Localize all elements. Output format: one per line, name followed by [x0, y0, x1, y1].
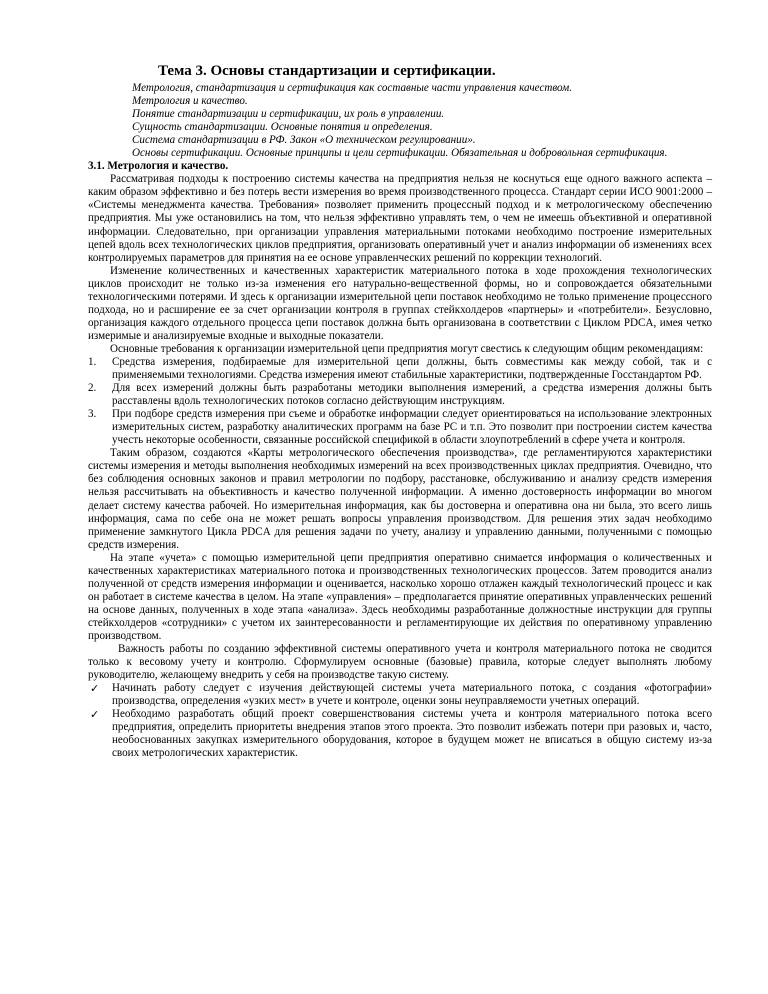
- item-number: 3.: [88, 408, 97, 421]
- topic-item: Метрология и качество.: [132, 95, 248, 108]
- paragraph: Основные требования к организации измерительной цепи предприятия могут свестись к следующим общим рекомендациям:: [110, 342, 704, 355]
- paragraph: Рассматривая подходы к построению системы качества на предприятия нельзя не коснуться еще одного важного аспекта – каким образом эффективно и без потерь вести измерения во время производственного процесса. Стандарт серии ИСО 9001:2000 – «Системы менеджмента качества. Требования» позволяет применить процессный подход и к метрологическому обеспечению предприятия. Мы уже остановились на том, что нельзя эффективно управлять тем, о чем не имеешь объективной и оперативной информации. Следовательно, при организации управления материальными потоками необходимо построение измерительных цепей вдоль всех технологических циклов предприятия, организовать оперативный учет и анализ информации об изменениях всех контролируемых параметров для принятия на ее основе управленческих решений по коррекции технологий.: [88, 173, 712, 264]
- numbered-item: [88, 356, 712, 382]
- section-body: [88, 173, 712, 760]
- item-text: Средства измерения, подбираемые для измерительной цепи должны, быть совместимы как между собой, так и с применяемыми технологиями. Средства измерения имеют стабильные характеристики, подтвержденные Госстандартом РФ.: [112, 355, 712, 382]
- paragraph: Изменение количественных и качественных характеристик материального потока в ходе прохождения технологических циклов происходит не только из-за изменения его натурально-вещественной формы, но и сопровождается обязательными технологическими потерями. И здесь к организации измерительной цепи поставок необходимо не только применение процессного подхода, но и расширение ее за счет организации контроля в группах стейкхолдеров «партнеры» и «потребители». Безусловно, организация каждого отдельного процесса цепи поставок должна быть организована в соответствии с Циклом PDCA, имея четко измеримые и анализируемые входные и выходные показатели.: [88, 264, 712, 342]
- numbered-item: [88, 408, 712, 447]
- numbered-list: [88, 356, 712, 447]
- topic-item: Сущность стандартизации. Основные понятия и определения.: [132, 121, 433, 134]
- item-number: 1.: [88, 355, 97, 368]
- page-title: Тема 3. Основы стандартизации и сертификации.: [158, 63, 496, 79]
- checklist-item: [88, 708, 712, 760]
- numbered-item: [88, 382, 712, 408]
- item-number: 2.: [88, 382, 97, 395]
- checklist-item: [88, 682, 712, 708]
- section-heading: 3.1. Метрология и качество.: [88, 160, 229, 173]
- item-text: Необходимо разработать общий проект совершенствования системы учета и контроля материального потока всего предприятия, определить приоритеты внедрения этапов этого проекта. Это позволит избежать потери при разовых и, часто, необоснованных закупках измерительного оборудования, которое в будущем может не вписаться в общую систему из-за своих метрологических характеристик.: [112, 708, 712, 760]
- paragraph: На этапе «учета» с помощью измерительной цепи предприятия оперативно снимается информация о количественных и качественных характеристиках материального потока и производственных технологических процессов. Затем проводится анализ полученной от средств измерения информации и оценивается, насколько хорошо отлажен каждый технологический процесс и как он работает в системе качества в целом. На этапе «управления» – предполагается принятие оперативных управленческих решений на основе данных, полученных в ходе этапа «анализа». Здесь необходимы разработанные должностные инструкции для группы стейкхолдеров «сотрудники» с учетом их заинтересованности и регламентирующие их действия по оперативному управлению производством.: [88, 551, 712, 642]
- item-text: При подборе средств измерения при съеме и обработке информации следует ориентироваться на использование электронных измерительных систем, разработку аналитических программ на базе PC и т.п. Это позволит при построении систем качества учесть некоторые особенности, связанные российской спецификой в области злоупотреблений в сфере учета и контроля.: [112, 408, 712, 447]
- topic-item: Метрология, стандартизация и сертификация как составные части управления качеством.: [132, 82, 573, 94]
- item-text: Начинать работу следует с изучения действующей системы учета материального потока, с создания «фотографии» производства, определения «узких мест» в учете и контроле, оценки зоны неуправляемости учетных операций.: [112, 682, 712, 708]
- topic-list: [110, 82, 712, 160]
- checkmark-icon: ✓: [90, 682, 100, 696]
- paragraph: Важность работы по созданию эффективной системы оперативного учета и контроля материального потока не сводится только к весовому учету и контролю. Сформулируем основные (базовые) правила, которые следует выполнять любому руководителю, желающему внедрить у себя на производстве такую систему.: [88, 643, 712, 682]
- topic-item: Понятие стандартизации и сертификации, их роль в управлении.: [132, 108, 445, 121]
- topic-item: Система стандартизации в РФ. Закон «О техническом регулировании».: [132, 134, 476, 147]
- item-text: Для всех измерений должны быть разработаны методики выполнения измерений, а средства измерения должны быть расставлены вдоль технологических потоков согласно действующим инструкциям.: [112, 382, 712, 408]
- checkmark-icon: ✓: [90, 708, 100, 722]
- checklist: [88, 682, 712, 760]
- topic-item: Основы сертификации. Основные принципы и цели сертификации. Обязательная и добровольная сертификация.: [132, 147, 668, 160]
- paragraph: Таким образом, создаются «Карты метрологического обеспечения производства», где регламентируются характеристики системы измерения и методы выполнения необходимых измерений на всех производственных циклах предприятия. Очевидно, что без соблюдения основных законов и правил метрологии по подбору, расстановке, обслуживанию и анализу средств измерения нельзя рассчитывать на объективность и качество полученной информации. А именно достоверность информации во многом делает систему качества рабочей. Но измерительная информация, как бы достоверна и оперативна она ни была, это всего лишь информация, сама по себе она не может решать вопросы управления производством. Для решения этих задач необходимо применение замкнутого Цикла PDCA для решения задачи по учету, анализу и управлению данными, полученными с помощью средств измерения.: [88, 447, 712, 551]
